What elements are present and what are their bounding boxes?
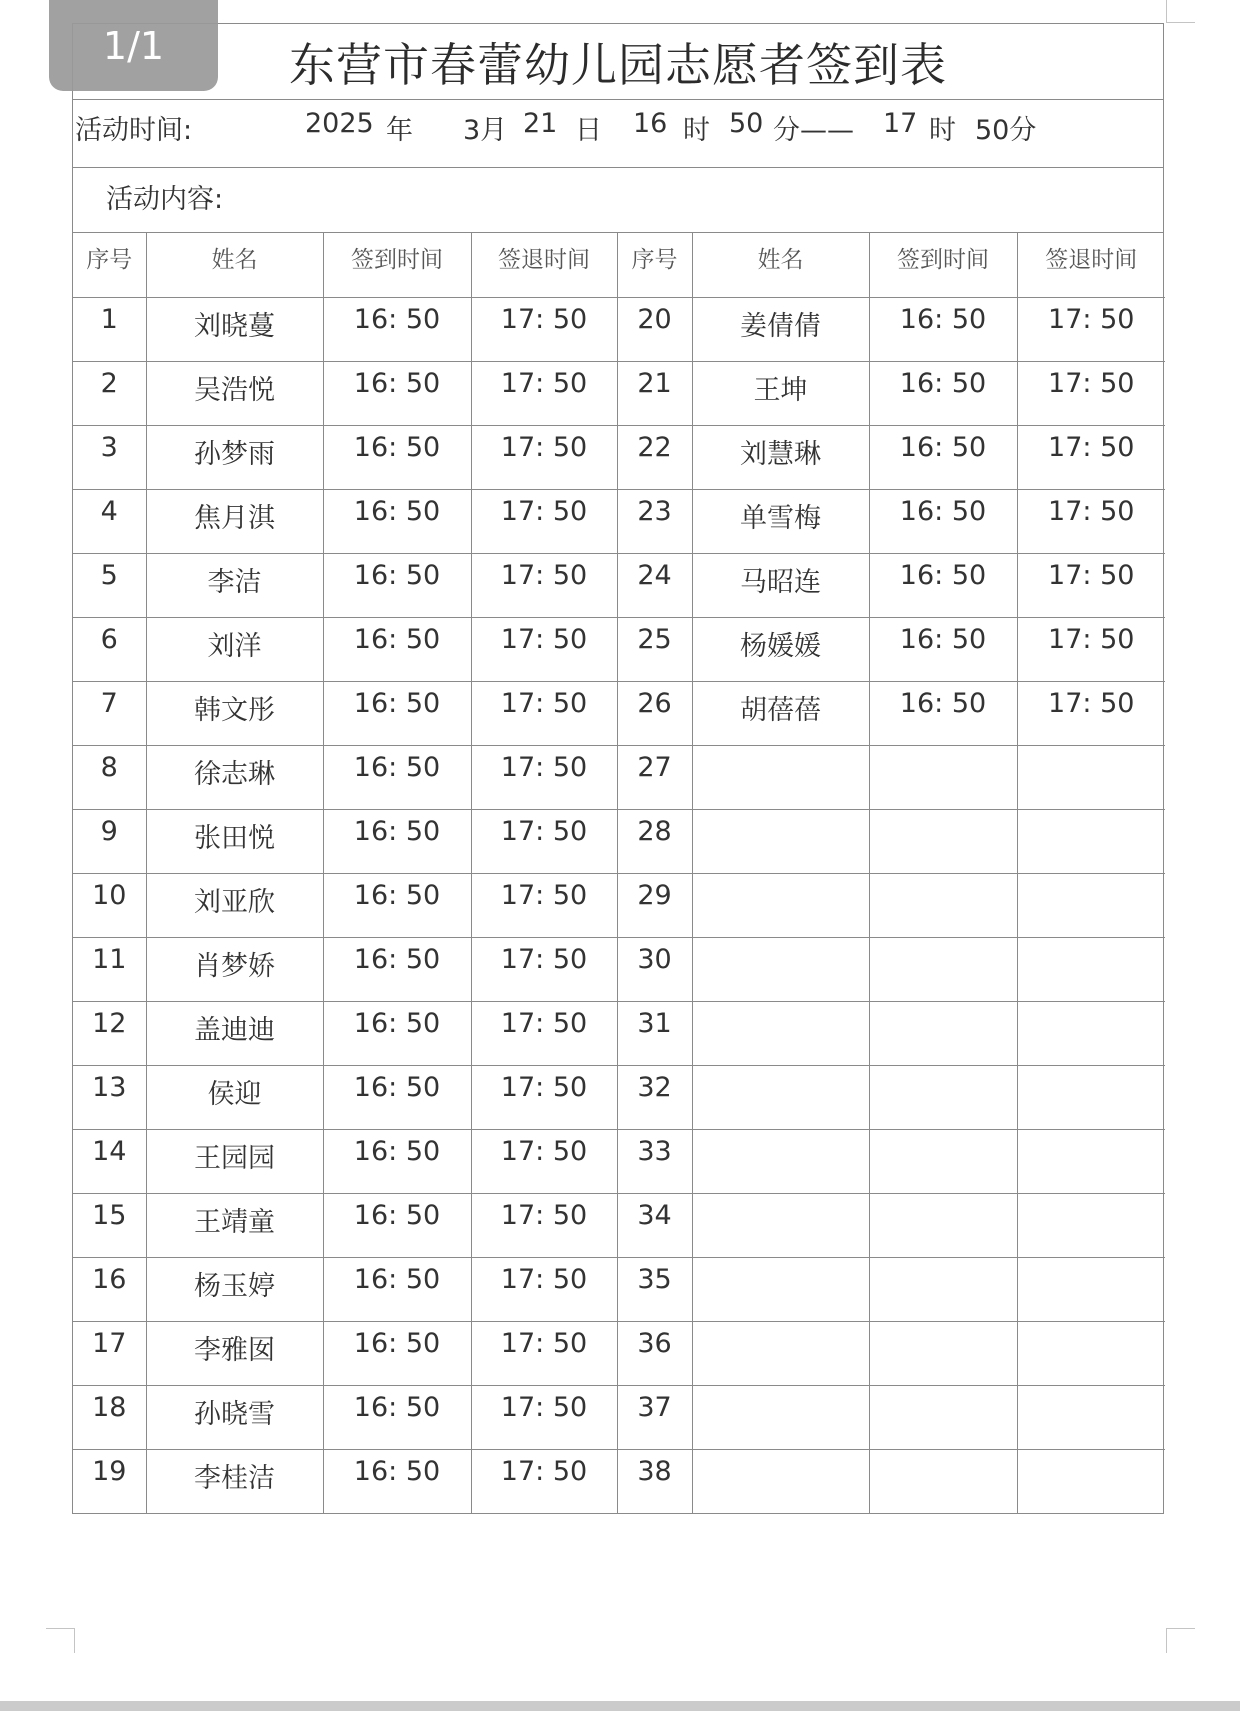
row-number-cell: 15 xyxy=(73,1193,146,1257)
time-year-unit: 年 xyxy=(386,115,413,146)
viewer-bottom-bar xyxy=(0,1701,1240,1711)
signout-time-cell: 17: 50 xyxy=(1017,361,1165,425)
signin-time-cell xyxy=(869,809,1017,873)
signout-time-cell xyxy=(1017,1449,1165,1513)
volunteer-name-cell: 徐志琳 xyxy=(146,745,323,809)
signin-time-cell: 16: 50 xyxy=(323,1449,471,1513)
time-start-hour-unit: 时 xyxy=(683,115,710,146)
volunteer-name-cell: 孙梦雨 xyxy=(146,425,323,489)
page-corner-mark xyxy=(46,1628,75,1653)
signout-time-cell xyxy=(1017,1129,1165,1193)
signout-time-cell: 17: 50 xyxy=(1017,425,1165,489)
row-number-cell: 11 xyxy=(73,937,146,1001)
signin-time-cell: 16: 50 xyxy=(323,361,471,425)
signout-time-cell: 17: 50 xyxy=(471,489,617,553)
signout-time-cell: 17: 50 xyxy=(1017,681,1165,745)
signin-time-cell: 16: 50 xyxy=(323,681,471,745)
table-row xyxy=(73,1257,1165,1321)
header-cell: 签到时间 xyxy=(323,233,471,297)
signout-time-cell: 17: 50 xyxy=(471,1065,617,1129)
volunteer-name-cell: 单雪梅 xyxy=(692,489,869,553)
activity-time-row xyxy=(73,100,1163,168)
header-cell: 序号 xyxy=(617,233,692,297)
row-number-cell: 16 xyxy=(73,1257,146,1321)
row-number-cell: 36 xyxy=(617,1321,692,1385)
row-number-cell: 22 xyxy=(617,425,692,489)
signin-time-cell: 16: 50 xyxy=(869,297,1017,361)
row-number-cell: 14 xyxy=(73,1129,146,1193)
signout-time-cell xyxy=(1017,873,1165,937)
signout-time-cell: 17: 50 xyxy=(471,1129,617,1193)
signout-time-cell xyxy=(1017,937,1165,1001)
signin-time-cell xyxy=(869,1321,1017,1385)
row-number-cell: 21 xyxy=(617,361,692,425)
row-number-cell: 6 xyxy=(73,617,146,681)
document-title: 东营市春蕾幼儿园志愿者签到表 xyxy=(73,24,1163,100)
signout-time-cell: 17: 50 xyxy=(471,1193,617,1257)
signout-time-cell xyxy=(1017,1321,1165,1385)
table-row xyxy=(73,1449,1165,1513)
signin-time-cell xyxy=(869,1065,1017,1129)
signout-time-cell: 17: 50 xyxy=(471,1385,617,1449)
volunteer-name-cell: 李洁 xyxy=(146,553,323,617)
time-end-min: 50分 xyxy=(975,115,1037,146)
row-number-cell: 31 xyxy=(617,1001,692,1065)
signout-time-cell: 17: 50 xyxy=(471,681,617,745)
signout-time-cell: 17: 50 xyxy=(471,1001,617,1065)
row-number-cell: 8 xyxy=(73,745,146,809)
signin-time-cell: 16: 50 xyxy=(323,937,471,1001)
volunteer-name-cell: 吴浩悦 xyxy=(146,361,323,425)
row-number-cell: 1 xyxy=(73,297,146,361)
signin-time-cell xyxy=(869,1257,1017,1321)
volunteer-name-cell: 侯迎 xyxy=(146,1065,323,1129)
signin-sheet xyxy=(72,23,1164,1514)
page-indicator: 1/1 xyxy=(49,0,218,91)
volunteer-name-cell xyxy=(692,1065,869,1129)
time-day: 21 xyxy=(523,108,558,139)
table-row xyxy=(73,809,1165,873)
header-cell: 签退时间 xyxy=(1017,233,1165,297)
signin-time-cell: 16: 50 xyxy=(323,809,471,873)
volunteer-name-cell xyxy=(692,937,869,1001)
signin-time-cell xyxy=(869,1385,1017,1449)
row-number-cell: 25 xyxy=(617,617,692,681)
signout-time-cell: 17: 50 xyxy=(471,617,617,681)
volunteer-name-cell: 马昭连 xyxy=(692,553,869,617)
volunteer-name-cell: 张田悦 xyxy=(146,809,323,873)
volunteer-name-cell: 王园园 xyxy=(146,1129,323,1193)
signout-time-cell xyxy=(1017,809,1165,873)
volunteer-name-cell: 李桂洁 xyxy=(146,1449,323,1513)
table-row xyxy=(73,617,1165,681)
volunteer-name-cell: 杨媛媛 xyxy=(692,617,869,681)
signin-time-cell: 16: 50 xyxy=(323,553,471,617)
row-number-cell: 20 xyxy=(617,297,692,361)
row-number-cell: 9 xyxy=(73,809,146,873)
row-number-cell: 38 xyxy=(617,1449,692,1513)
volunteer-name-cell: 姜倩倩 xyxy=(692,297,869,361)
row-number-cell: 33 xyxy=(617,1129,692,1193)
table-row xyxy=(73,937,1165,1001)
signin-time-cell: 16: 50 xyxy=(323,1385,471,1449)
volunteer-name-cell: 刘晓蔓 xyxy=(146,297,323,361)
time-year: 2025 xyxy=(305,108,374,139)
signout-time-cell: 17: 50 xyxy=(471,937,617,1001)
row-number-cell: 19 xyxy=(73,1449,146,1513)
row-number-cell: 37 xyxy=(617,1385,692,1449)
signin-time-cell xyxy=(869,1193,1017,1257)
signin-time-cell: 16: 50 xyxy=(323,297,471,361)
signin-time-cell xyxy=(869,1449,1017,1513)
header-cell: 姓名 xyxy=(692,233,869,297)
volunteer-name-cell xyxy=(692,1385,869,1449)
table-row xyxy=(73,297,1165,361)
table-row xyxy=(73,361,1165,425)
signin-time-cell: 16: 50 xyxy=(869,489,1017,553)
signout-time-cell: 17: 50 xyxy=(471,297,617,361)
signin-table xyxy=(73,233,1165,1513)
time-month: 3月 xyxy=(463,115,508,146)
volunteer-name-cell xyxy=(692,745,869,809)
signin-time-cell xyxy=(869,745,1017,809)
row-number-cell: 26 xyxy=(617,681,692,745)
signout-time-cell xyxy=(1017,1257,1165,1321)
row-number-cell: 5 xyxy=(73,553,146,617)
table-row xyxy=(73,1321,1165,1385)
signout-time-cell: 17: 50 xyxy=(1017,553,1165,617)
activity-content-label: 活动内容: xyxy=(106,184,224,215)
time-end-hour: 17 xyxy=(883,108,918,139)
signin-time-cell: 16: 50 xyxy=(869,617,1017,681)
signout-time-cell: 17: 50 xyxy=(471,873,617,937)
time-end-hour-unit: 时 xyxy=(929,115,956,146)
table-row xyxy=(73,1065,1165,1129)
volunteer-name-cell xyxy=(692,1449,869,1513)
table-row xyxy=(73,1001,1165,1065)
page-corner-mark xyxy=(1166,1628,1195,1653)
volunteer-name-cell xyxy=(692,1257,869,1321)
signout-time-cell xyxy=(1017,1065,1165,1129)
signin-time-cell xyxy=(869,1001,1017,1065)
signin-time-cell: 16: 50 xyxy=(869,553,1017,617)
volunteer-name-cell: 刘慧琳 xyxy=(692,425,869,489)
signout-time-cell xyxy=(1017,1385,1165,1449)
table-row xyxy=(73,1385,1165,1449)
row-number-cell: 28 xyxy=(617,809,692,873)
row-number-cell: 10 xyxy=(73,873,146,937)
signin-time-cell: 16: 50 xyxy=(323,1321,471,1385)
row-number-cell: 12 xyxy=(73,1001,146,1065)
volunteer-name-cell: 刘亚欣 xyxy=(146,873,323,937)
signin-time-cell: 16: 50 xyxy=(869,361,1017,425)
signin-time-cell: 16: 50 xyxy=(323,1193,471,1257)
signout-time-cell: 17: 50 xyxy=(471,425,617,489)
row-number-cell: 7 xyxy=(73,681,146,745)
row-number-cell: 24 xyxy=(617,553,692,617)
row-number-cell: 17 xyxy=(73,1321,146,1385)
volunteer-name-cell: 李雅囡 xyxy=(146,1321,323,1385)
signout-time-cell: 17: 50 xyxy=(471,361,617,425)
row-number-cell: 27 xyxy=(617,745,692,809)
table-row xyxy=(73,873,1165,937)
signin-time-cell xyxy=(869,873,1017,937)
header-cell: 签退时间 xyxy=(471,233,617,297)
signout-time-cell: 17: 50 xyxy=(471,553,617,617)
signout-time-cell xyxy=(1017,745,1165,809)
signin-time-cell: 16: 50 xyxy=(323,1001,471,1065)
table-row xyxy=(73,681,1165,745)
volunteer-name-cell xyxy=(692,1193,869,1257)
signout-time-cell: 17: 50 xyxy=(471,1449,617,1513)
row-number-cell: 23 xyxy=(617,489,692,553)
activity-time-label: 活动时间: xyxy=(75,115,193,146)
volunteer-name-cell xyxy=(692,1321,869,1385)
signin-time-cell: 16: 50 xyxy=(323,617,471,681)
signout-time-cell: 17: 50 xyxy=(471,745,617,809)
activity-content-row xyxy=(73,168,1163,233)
signin-time-cell: 16: 50 xyxy=(323,1065,471,1129)
volunteer-name-cell: 刘洋 xyxy=(146,617,323,681)
signout-time-cell: 17: 50 xyxy=(1017,489,1165,553)
table-row xyxy=(73,425,1165,489)
row-number-cell: 3 xyxy=(73,425,146,489)
signin-time-cell: 16: 50 xyxy=(323,873,471,937)
signin-time-cell: 16: 50 xyxy=(323,489,471,553)
table-row xyxy=(73,1129,1165,1193)
time-start-hour: 16 xyxy=(633,108,668,139)
signout-time-cell xyxy=(1017,1001,1165,1065)
row-number-cell: 35 xyxy=(617,1257,692,1321)
time-start-min-unit: 分—— xyxy=(773,115,854,146)
signout-time-cell: 17: 50 xyxy=(471,1321,617,1385)
volunteer-name-cell: 焦月淇 xyxy=(146,489,323,553)
volunteer-name-cell xyxy=(692,809,869,873)
signin-time-cell: 16: 50 xyxy=(323,1129,471,1193)
time-start-min: 50 xyxy=(729,108,764,139)
header-cell: 序号 xyxy=(73,233,146,297)
volunteer-name-cell: 胡蓓蓓 xyxy=(692,681,869,745)
signin-time-cell: 16: 50 xyxy=(323,745,471,809)
signin-time-cell: 16: 50 xyxy=(323,1257,471,1321)
row-number-cell: 4 xyxy=(73,489,146,553)
volunteer-name-cell: 王坤 xyxy=(692,361,869,425)
volunteer-name-cell xyxy=(692,1001,869,1065)
volunteer-name-cell: 孙晓雪 xyxy=(146,1385,323,1449)
signout-time-cell: 17: 50 xyxy=(1017,617,1165,681)
row-number-cell: 13 xyxy=(73,1065,146,1129)
row-number-cell: 34 xyxy=(617,1193,692,1257)
volunteer-name-cell: 韩文彤 xyxy=(146,681,323,745)
signout-time-cell xyxy=(1017,1193,1165,1257)
row-number-cell: 29 xyxy=(617,873,692,937)
table-row xyxy=(73,553,1165,617)
signin-time-cell xyxy=(869,937,1017,1001)
signin-time-cell: 16: 50 xyxy=(869,425,1017,489)
row-number-cell: 2 xyxy=(73,361,146,425)
signout-time-cell: 17: 50 xyxy=(471,1257,617,1321)
table-header-row xyxy=(73,233,1165,297)
header-cell: 姓名 xyxy=(146,233,323,297)
table-row xyxy=(73,489,1165,553)
signout-time-cell: 17: 50 xyxy=(471,809,617,873)
volunteer-name-cell: 王靖童 xyxy=(146,1193,323,1257)
row-number-cell: 18 xyxy=(73,1385,146,1449)
page-corner-mark xyxy=(1166,0,1195,23)
header-cell: 签到时间 xyxy=(869,233,1017,297)
volunteer-name-cell xyxy=(692,873,869,937)
table-row xyxy=(73,745,1165,809)
row-number-cell: 30 xyxy=(617,937,692,1001)
signin-time-cell: 16: 50 xyxy=(869,681,1017,745)
time-day-unit: 日 xyxy=(575,115,602,146)
volunteer-name-cell xyxy=(692,1129,869,1193)
volunteer-name-cell: 盖迪迪 xyxy=(146,1001,323,1065)
signout-time-cell: 17: 50 xyxy=(1017,297,1165,361)
volunteer-name-cell: 杨玉婷 xyxy=(146,1257,323,1321)
table-row xyxy=(73,1193,1165,1257)
volunteer-name-cell: 肖梦娇 xyxy=(146,937,323,1001)
signin-time-cell: 16: 50 xyxy=(323,425,471,489)
signin-time-cell xyxy=(869,1129,1017,1193)
row-number-cell: 32 xyxy=(617,1065,692,1129)
